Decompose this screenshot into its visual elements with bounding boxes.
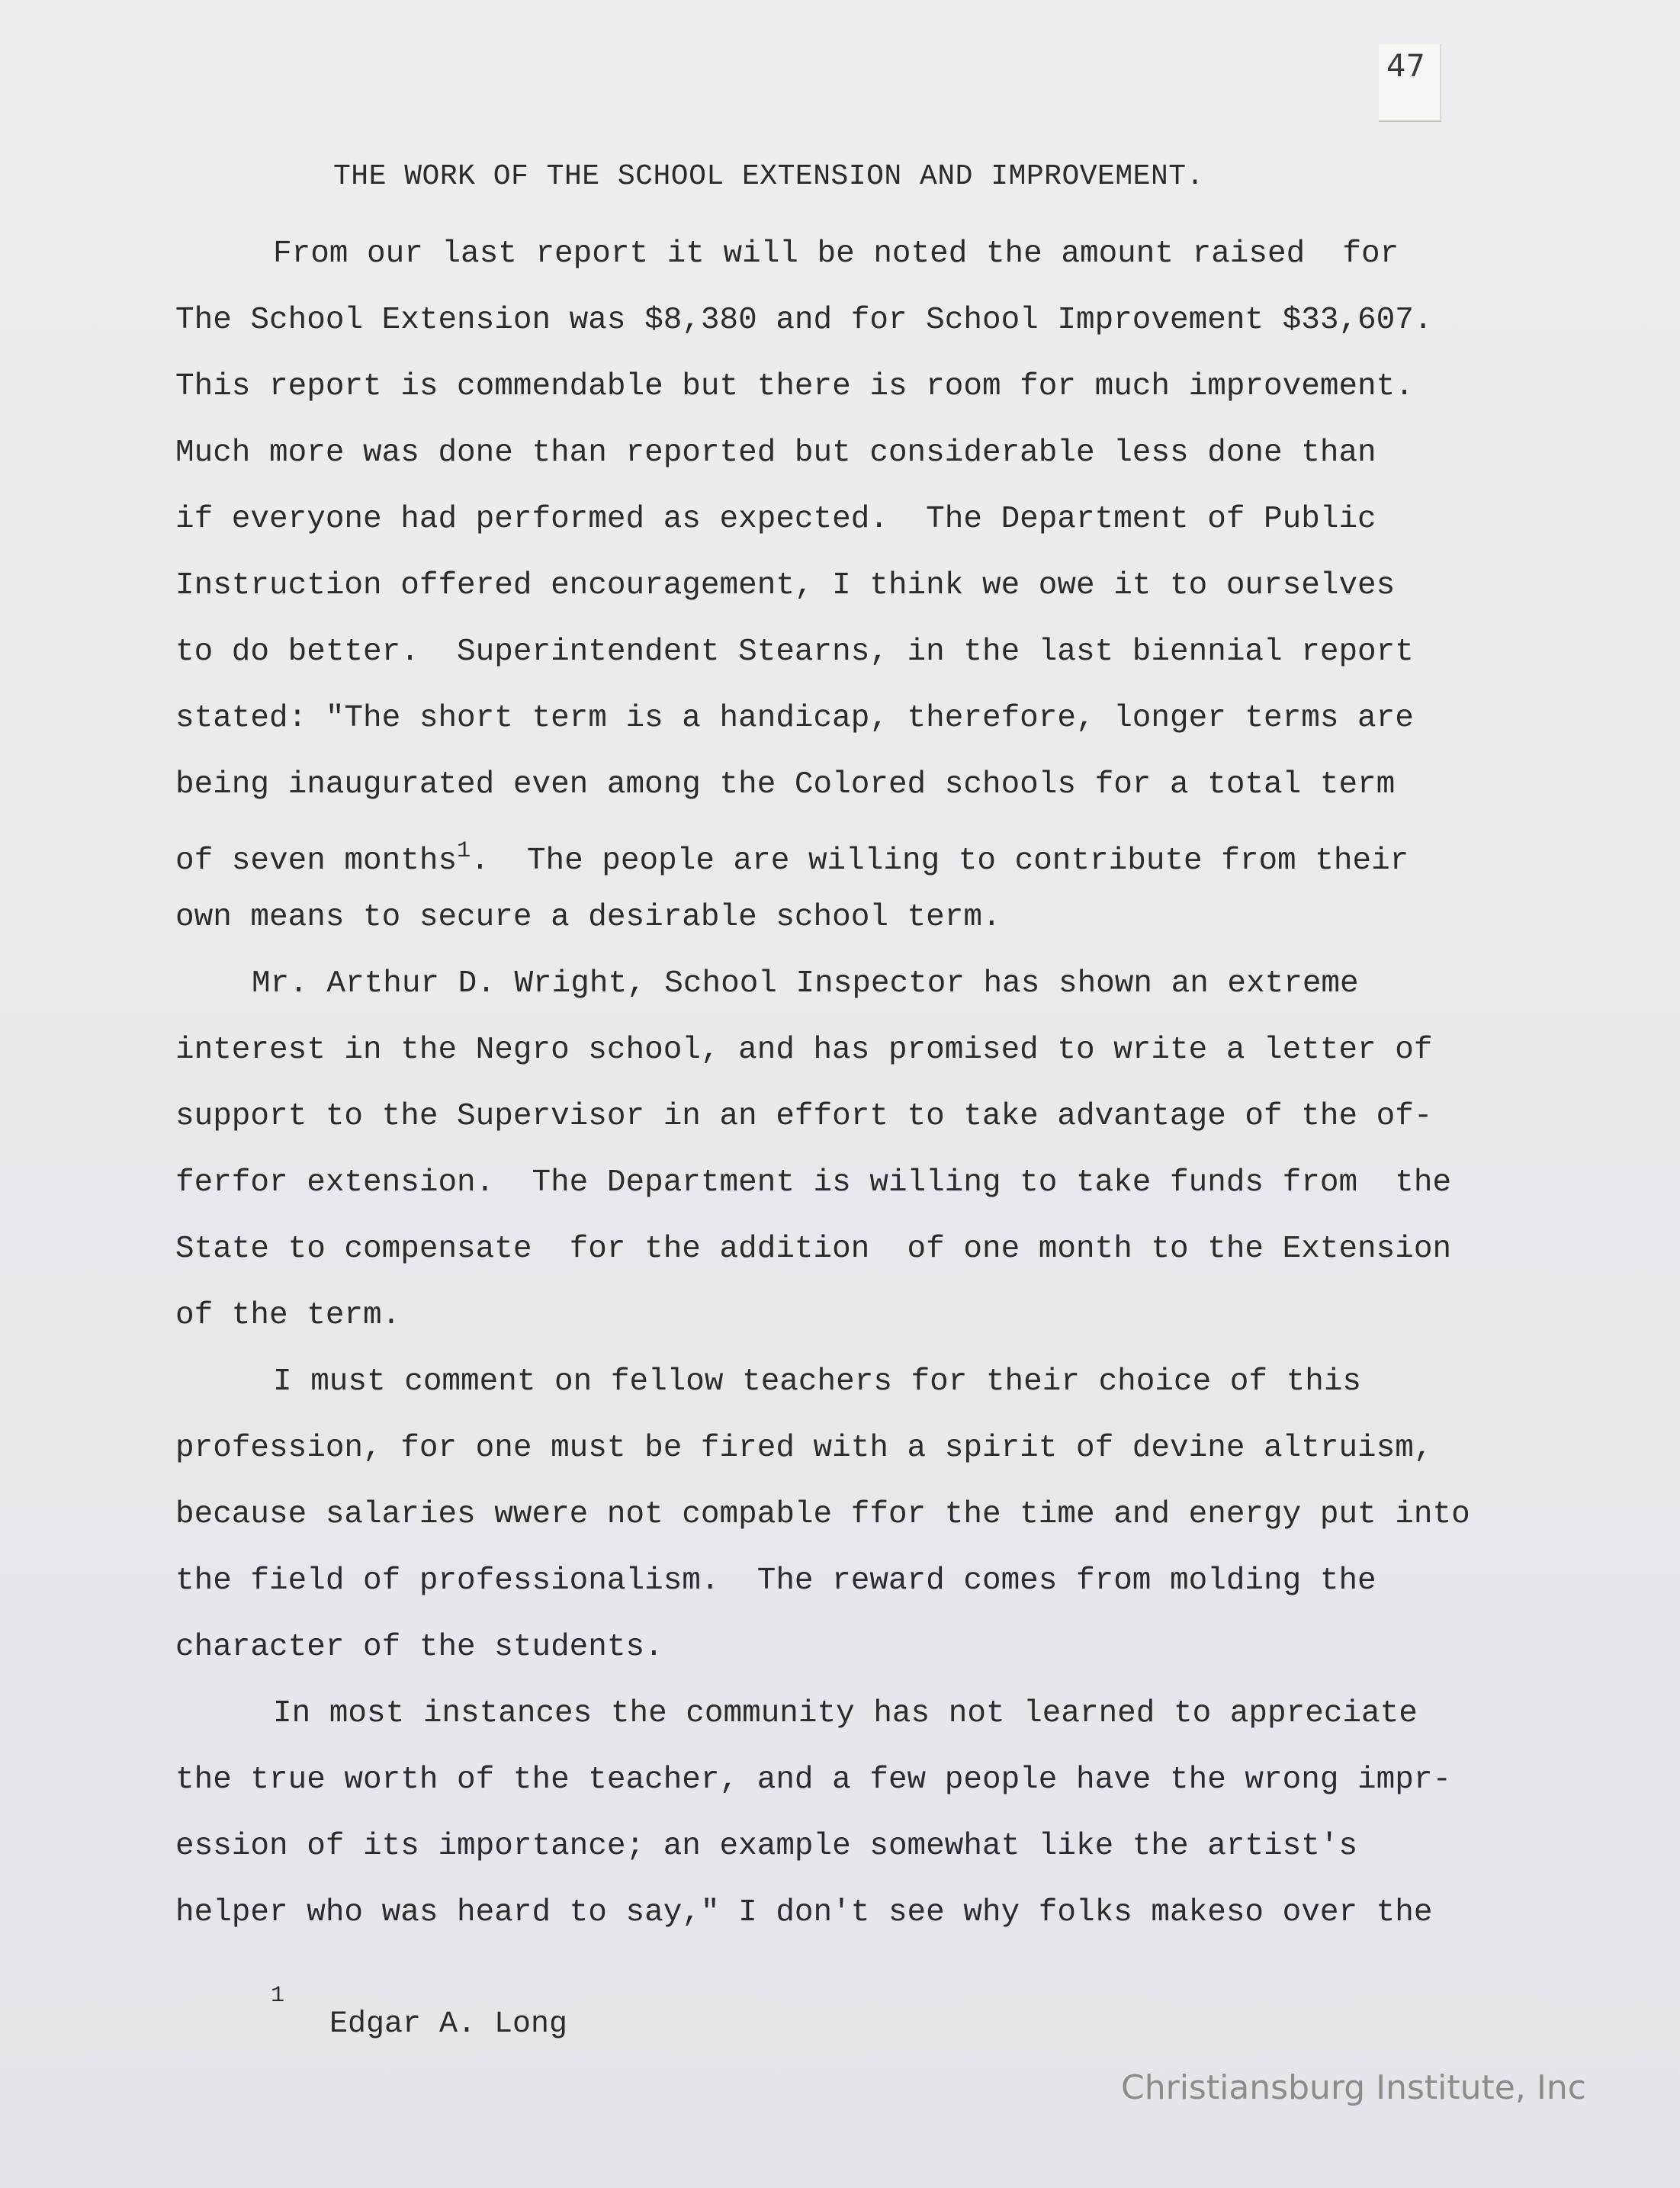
text-line — [175, 1880, 1548, 1946]
line-text: Instruction offered encouragement, I think we owe it to ourselves — [175, 568, 1396, 603]
line-text: I must comment on fellow teachers for their choice of this — [273, 1364, 1362, 1399]
line-text: if everyone had performed as expected. The Department of Public — [175, 502, 1376, 537]
line-text: character of the students. — [175, 1630, 663, 1665]
watermark: Christiansburg Institute, Inc — [1121, 2068, 1586, 2107]
page-number: 47 — [1386, 49, 1425, 84]
text-line — [175, 553, 1548, 619]
text-line — [175, 354, 1548, 420]
text-line — [175, 1614, 1548, 1681]
line-text: interest in the Negro school, and has promised to write a letter of — [175, 1033, 1433, 1068]
line-text: own means to secure a desirable school term. — [175, 900, 1001, 935]
text-line — [175, 487, 1548, 553]
line-text: the true worth of the teacher, and a few people have the wrong impr- — [175, 1762, 1452, 1798]
line-text: This report is commendable but there is room for much improvement. — [175, 369, 1414, 404]
text-line — [175, 1681, 1548, 1747]
line-text: From our last report it will be noted the amount raised for — [273, 236, 1399, 271]
line-text-continued: . The people are willing to contribute from their — [471, 843, 1409, 879]
text-line — [175, 1150, 1548, 1216]
line-text: helper who was heard to say," I don't see why folks makeso over the — [175, 1895, 1433, 1930]
line-text: of the term. — [175, 1298, 401, 1333]
text-line — [175, 1548, 1548, 1614]
line-text: stated: "The short term is a handicap, therefore, longer terms are — [175, 701, 1414, 736]
line-text: being inaugurated even among the Colored schools for a total term — [175, 767, 1396, 802]
text-line — [175, 1814, 1548, 1880]
line-text: State to compensate for the addition of one month to the Extension — [175, 1232, 1452, 1267]
text-line — [175, 1084, 1548, 1150]
line-text: profession, for one must be fired with a spirit of devine altruism, — [175, 1431, 1433, 1466]
line-text: Much more was done than reported but considerable less done than — [175, 435, 1376, 471]
document-title: THE WORK OF THE SCHOOL EXTENSION AND IMPROVEMENT. — [333, 160, 1204, 193]
footnote-reference: 1 — [457, 838, 471, 864]
line-text: ferfor extension. The Department is willing to take funds from the — [175, 1165, 1452, 1200]
line-text: the field of professionalism. The reward comes from molding the — [175, 1563, 1376, 1598]
text-line — [175, 1482, 1548, 1548]
text-line — [175, 288, 1548, 354]
body-text — [175, 221, 1548, 1946]
text-line — [175, 221, 1548, 288]
text-line — [175, 1747, 1548, 1814]
line-text: support to the Supervisor in an effort to take advantage of the of- — [175, 1099, 1433, 1134]
line-text: of seven months — [175, 843, 458, 879]
footnote-marker: 1 — [271, 1983, 285, 2009]
footnote-text: Edgar A. Long — [329, 2007, 568, 2042]
text-line — [175, 752, 1548, 818]
text-line — [175, 1349, 1548, 1415]
text-line — [175, 1017, 1548, 1084]
text-line — [175, 818, 1548, 885]
text-line — [175, 1216, 1548, 1283]
text-line — [175, 1283, 1548, 1349]
text-line — [175, 420, 1548, 487]
line-text: to do better. Superintendent Stearns, in the last biennial report — [175, 635, 1414, 670]
line-text: In most instances the community has not learned to appreciate — [273, 1696, 1418, 1731]
line-text: Mr. Arthur D. Wright, School Inspector has shown an extreme — [252, 966, 1359, 1001]
text-line — [175, 885, 1548, 951]
text-line — [175, 1415, 1548, 1482]
text-line — [175, 951, 1548, 1017]
text-line — [175, 686, 1548, 752]
text-line — [175, 619, 1548, 686]
line-text: The School Extension was $8,380 and for School Improvement $33,607. — [175, 303, 1433, 338]
line-text: ession of its importance; an example somewhat like the artist's — [175, 1829, 1358, 1864]
line-text: because salaries wwere not compable ffor the time and energy put into — [175, 1497, 1470, 1532]
